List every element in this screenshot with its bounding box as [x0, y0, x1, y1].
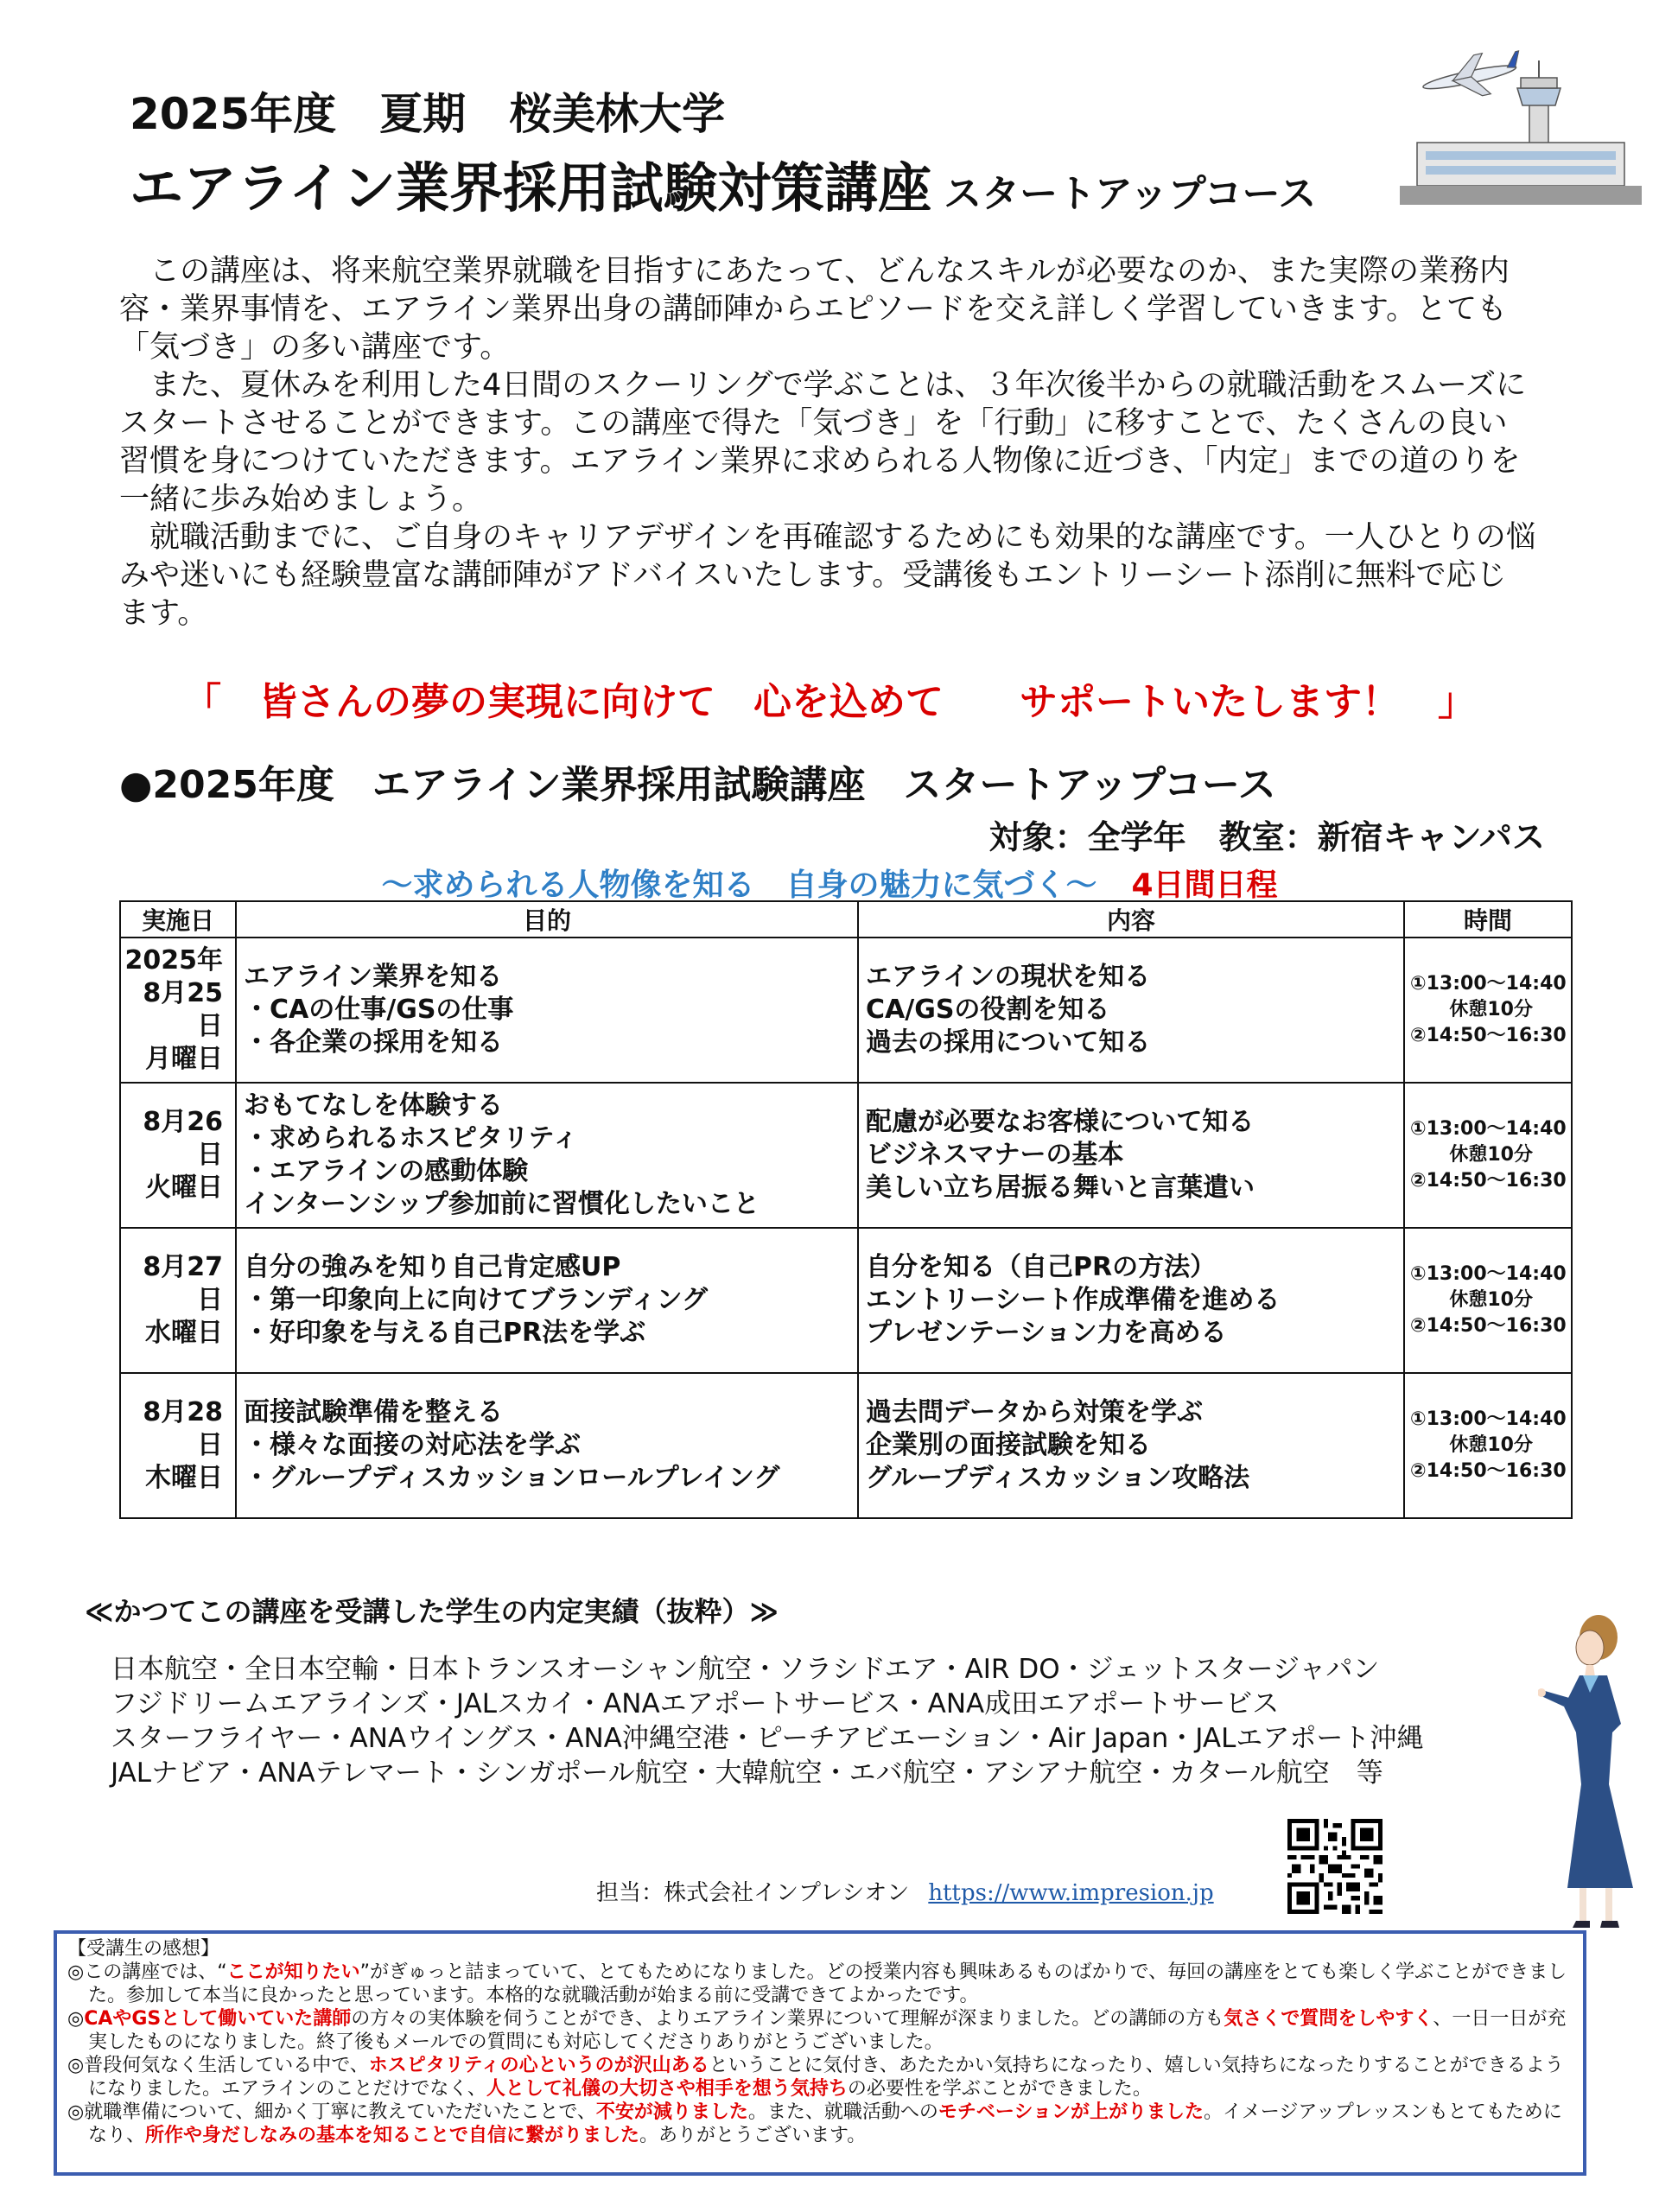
cell-time: [1404, 1083, 1572, 1228]
time-line: ②14:50～16:30: [1410, 1025, 1567, 1046]
cell-content: [858, 1373, 1404, 1518]
airport-icon: [1400, 35, 1642, 207]
content-line: 過去の採用について知る: [866, 1027, 1151, 1058]
feedback-item: [67, 2101, 1573, 2147]
content-line: CA/GSの役割を知る: [866, 995, 1110, 1025]
course-days: 4日間日程: [1131, 868, 1278, 903]
col-header-time: 時間: [1404, 901, 1572, 938]
qr-code-icon[interactable]: [1287, 1819, 1382, 1914]
cell-date: [120, 1228, 236, 1373]
goal-line: ・様々な面接の対応法を学ぶ: [244, 1430, 581, 1460]
goal-line: ・CAの仕事/GSの仕事: [244, 995, 514, 1025]
feedback-highlight: 人として礼儀の大切さや相手を想う気持ち: [486, 2078, 848, 2100]
schedule-header-row: [120, 901, 1572, 938]
time-line: ②14:50～16:30: [1410, 1315, 1567, 1337]
feedback-text: ◎就職準備について、細かく丁寧に教えていただいたことで、: [67, 2101, 596, 2123]
cell-time: [1404, 938, 1572, 1083]
goal-line: ・好印象を与える自己PR法を学ぶ: [244, 1318, 646, 1348]
feedback-text: 。イメージアップレッスンもとてもためになり、: [88, 2101, 1562, 2146]
content-line: エアラインの現状を知る: [866, 962, 1151, 992]
results-line: JALナビア・ANAテレマート・シンガポール航空・大韓航空・エバ航空・アシアナ航空・カタール航空 等: [111, 1758, 1383, 1789]
feedback-box: [54, 1930, 1586, 2176]
table-row: [120, 938, 1572, 1083]
intro-paragraph: 就職活動までに、ご自身のキャリアデザインを再確認するためにも効果的な講座です。一人ひとりの悩みや迷いにも経験豊富な講師陣がアドバイスいたします。受講後もエントリーシート添削に無料で応じます。: [119, 520, 1536, 631]
feedback-highlight: CAやGSとして働いていた講師: [84, 2008, 352, 2030]
results-line: スターフライヤー・ANAウイングス・ANA沖縄空港・ピーチアビエーション・Air Japan・JALエアポート沖縄: [111, 1723, 1424, 1754]
time-break: 休憩10分: [1449, 999, 1533, 1020]
results-line: フジドリームエアラインズ・JALスカイ・ANAエアポートサービス・ANA成田エアポートサービス: [111, 1688, 1280, 1719]
goal-line: 面接試験準備を整える: [244, 1397, 503, 1427]
cell-date: [120, 1083, 236, 1228]
col-header-goal: 目的: [236, 901, 858, 938]
feedback-item: [67, 2007, 1573, 2054]
feedback-text: ◎この講座では、“: [67, 1961, 227, 1983]
cell-time: [1404, 1373, 1572, 1518]
goal-line: ・求められるホスピタリティ: [244, 1123, 578, 1154]
cell-content: [858, 938, 1404, 1083]
feedback-text: の方々の実体験を伺うことができ、よりエアライン業界について理解が深まりました。どの講師の方も: [351, 2008, 1224, 2030]
content-line: 過去問データから対策を学ぶ: [866, 1397, 1203, 1427]
cell-date: [120, 1373, 236, 1518]
table-row: [120, 1373, 1572, 1518]
feedback-text: の必要性を学ぶことができました。: [847, 2078, 1152, 2100]
date-line: 8月26日: [143, 1107, 223, 1170]
goal-line: インターンシップ参加前に習慣化したいこと: [244, 1189, 760, 1219]
feedback-highlight: 不安が減りました: [595, 2101, 748, 2123]
feedback-highlight: 気さくで質問をしやすく: [1224, 2008, 1433, 2030]
goal-line: エアライン業界を知る: [244, 962, 503, 992]
cell-content: [858, 1083, 1404, 1228]
feedback-highlight: ここが知りたい: [226, 1961, 360, 1983]
time-line: ②14:50～16:30: [1410, 1170, 1567, 1192]
results-line: 日本航空・全日本空輸・日本トランスオーシャン航空・ソラシドエア・AIR DO・ジェットスタージャパン: [111, 1654, 1380, 1685]
feedback-highlight: ホスピタリティの心というのが沢山ある: [368, 2055, 709, 2076]
catchphrase: 「 皆さんの夢の実現に向けて 心を込めて サポートいたします！ 」: [183, 680, 1476, 724]
col-header-content: 内容: [858, 901, 1404, 938]
course-tagline: ～求められる人物像を知る 自身の魅力に気づく～: [381, 868, 1097, 903]
page-supertitle: 2025年度 夏期 桜美林大学: [130, 89, 726, 139]
feedback-highlight: モチベーションが上がりました: [938, 2101, 1205, 2123]
date-line: 月曜日: [145, 1044, 223, 1074]
cell-goal: [236, 1083, 858, 1228]
date-line: 8月25日: [143, 978, 223, 1041]
feedback-text: ◎: [67, 2008, 85, 2030]
page-title: [130, 145, 1316, 222]
contact-line: [596, 1875, 1214, 1907]
feedback-text: ◎普段何気なく生活している中で、: [67, 2055, 369, 2076]
content-line: ビジネスマナーの基本: [866, 1140, 1124, 1170]
content-line: 企業別の面接試験を知る: [866, 1430, 1151, 1460]
content-line: プレゼンテーション力を高める: [866, 1318, 1227, 1348]
goal-line: ・エアラインの感動体験: [244, 1156, 529, 1186]
intro-paragraph: また、夏休みを利用した4日間のスクーリングで学ぶことは、３年次後半からの就職活動をスムーズにスタートさせることができます。この講座で得た「気づき」を「行動」に移すことで、たくさんの良い習慣を身につけていただきます。エアライン業界に求められる人物像に近づき、「内定」までの道のりを一緒に歩み始めましょう。: [119, 368, 1527, 517]
cell-goal: [236, 1373, 858, 1518]
content-line: 自分を知る（自己PRの方法）: [866, 1252, 1217, 1282]
goal-line: ・各企業の採用を知る: [244, 1027, 503, 1058]
page-title-sub: スタートアップコース: [944, 172, 1317, 216]
date-line: 2025年: [124, 945, 223, 976]
course-heading: ●2025年度 エアライン業界採用試験講座 スタートアップコース: [119, 763, 1276, 807]
feedback-item: [67, 2054, 1573, 2101]
schedule-table: [119, 900, 1573, 1519]
intro-paragraph: この講座は、将来航空業界就職を目指すにあたって、どんなスキルが必要なのか、また実際の業務内容・業界事情を、エアライン業界出身の講師陣からエピソードを交え詳しく学習していきます。とても「気づき」の多い講座です。: [119, 254, 1510, 365]
date-line: 水曜日: [145, 1318, 223, 1348]
content-line: エントリーシート作成準備を進める: [866, 1285, 1281, 1315]
cell-time: [1404, 1228, 1572, 1373]
time-break: 休憩10分: [1449, 1144, 1533, 1166]
feedback-highlight: 所作や身だしなみの基本を知ることで自信に繋がりました: [145, 2125, 640, 2146]
results-list: [111, 1652, 1423, 1790]
feedback-text: 。また、就職活動への: [747, 2101, 938, 2123]
intro-text: [119, 252, 1536, 632]
feedback-text: ”がぎゅっと詰まっていて、とてもためになりました。どの授業内容も興味あるものばかりで、毎回の講座をとても楽しく学ぶことができました。参加して本当に良かったと思っています。本格的な就職活動が始まる前に受講できてよかったです。: [88, 1961, 1567, 2006]
table-row: [120, 1083, 1572, 1228]
goal-line: ・第一印象向上に向けてブランディング: [244, 1285, 708, 1315]
time-break: 休憩10分: [1449, 1434, 1533, 1456]
cell-goal: [236, 938, 858, 1083]
goal-line: おもてなしを体験する: [244, 1090, 503, 1121]
contact-link[interactable]: https://www.impresion.jp: [928, 1880, 1214, 1906]
goal-line: ・グループディスカッションロールプレイング: [244, 1463, 780, 1493]
time-line: ①13:00～14:40: [1410, 973, 1567, 995]
feedback-list: [67, 1961, 1573, 2147]
date-line: 火曜日: [145, 1173, 223, 1203]
feedback-heading: 【受講生の感想】: [67, 1938, 220, 1960]
content-line: 美しい立ち居振る舞いと言葉遣い: [866, 1173, 1255, 1203]
col-header-date: 実施日: [120, 901, 236, 938]
time-line: ①13:00～14:40: [1410, 1408, 1567, 1430]
results-heading: ≪かつてこの講座を受講した学生の内定実績（抜粋）≫: [85, 1595, 779, 1628]
time-line: ①13:00～14:40: [1410, 1263, 1567, 1285]
course-subtitle: [0, 861, 1659, 905]
time-break: 休憩10分: [1449, 1289, 1533, 1311]
feedback-text: ということに気付き、あたたかい気持ちになったり、嬉しい気持ちになったりすることができるようになりました。エアラインのことだけでなく、: [88, 2055, 1564, 2100]
feedback-text: 、一日一日が充実したものになりました。終了後もメールでの質問にも対応してくださりありがとうございました。: [88, 2008, 1567, 2053]
cell-date: [120, 938, 236, 1083]
feedback-item: [67, 1961, 1573, 2007]
contact-label: 担当：株式会社インプレシオン: [596, 1880, 910, 1906]
table-row: [120, 1228, 1572, 1373]
course-meta: 対象：全学年 教室：新宿キャンパス: [988, 818, 1545, 856]
time-line: ②14:50～16:30: [1410, 1460, 1567, 1482]
date-line: 8月28日: [143, 1397, 223, 1460]
page-title-main: エアライン業界採用試験対策講座: [130, 156, 932, 219]
content-line: 配慮が必要なお客様について知る: [866, 1107, 1255, 1137]
flight-attendant-icon: [1538, 1603, 1650, 1931]
time-line: ①13:00～14:40: [1410, 1118, 1567, 1140]
feedback-text: 。ありがとうございます。: [639, 2125, 867, 2146]
goal-line: 自分の強みを知り自己肯定感UP: [244, 1252, 621, 1282]
cell-content: [858, 1228, 1404, 1373]
date-line: 8月27日: [143, 1252, 223, 1315]
cell-goal: [236, 1228, 858, 1373]
content-line: グループディスカッション攻略法: [866, 1463, 1250, 1493]
date-line: 木曜日: [145, 1463, 223, 1493]
